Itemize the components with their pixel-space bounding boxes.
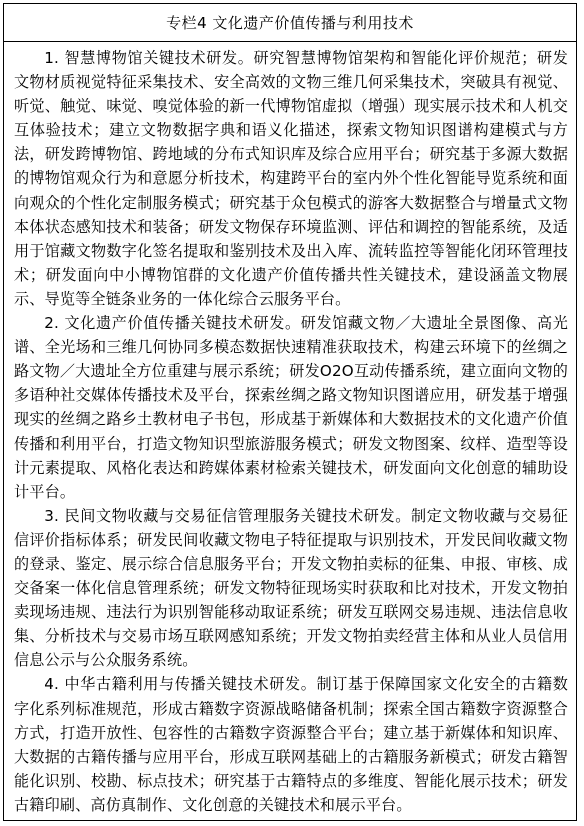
column-title: 专栏4 文化遗产价值传播与利用技术 [4,4,576,42]
paragraph-smart-museum: 1. 智慧博物馆关键技术研发。研究智慧博物馆架构和智能化评价规范；研发文物材质视觉特征采集技术、安全高效的文物三维几何采集技术，突破具有视觉、听觉、触觉、味觉、嗅觉体验的新一代博物馆虚拟（增强）现实展示技术和人机交互体验技术；建立文物数据字典和语义化描述，探索文物知识图谱构建模式与方法，研发跨博物馆、跨地域的分布式知识库及综合应用平台；研究基于多源大数据的博物馆观众行为和意愿分析技术，构建跨平台的室内外个性化智能导览系统和面向观众的个性化定制服务模式；研究基于众包模式的游客大数据整合与增量式文物本体状态感知技术和装备；研发文物保存环境监测、评估和调控的智能系统，及适用于馆藏文物数字化签名提取和鉴别技术及出入库、流转监控等智能化闭环管理技术；研发面向中小博物馆群的文化遗产价值传播共性关键技术，建设涵盖文物展示、导览等全链条业务的一体化综合云服务平台。 [14,49,568,308]
special-column-box [3,3,577,821]
paragraph-ancient-books: 4. 中华古籍利用与传播关键技术研发。制订基于保障国家文化安全的古籍数字化系列标准规范，形成古籍数字资源战略储备机制；探索全国古籍数字资源整合方式，打造开放性、包容性的古籍数字资源整合平台；建立基于新媒体和知识库、大数据的古籍传播与应用平台，形成互联网基础上的古籍服务新模式；研发古籍智能化识别、校勘、标点技术；研究基于古籍特点的多维度、智能化展示技术；研发古籍印刷、高仿真制作、文化创意的关键技术和展示平台。 [14,675,568,814]
column-body [4,42,576,817]
paragraph-heritage-dissemination: 2. 文化遗产价值传播关键技术研发。研发馆藏文物／大遗址全景图像、高光谱、全光场和三维几何协同多模态数据快速精准获取技术，构建云环境下的丝绸之路文物／大遗址全方位重建与展示系统；研发O2O互动传播系统，建立面向文物的多语种社交媒体传播技术及平台，探索丝绸之路文物知识图谱应用，研发基于增强现实的丝绸之路乡土教材电子书包，形成基于新媒体和大数据技术的文化遗产价值传播和利用平台，打造文物知识型旅游服务模式；研发文物图案、纹样、造型等设计元素提取、风格化表达和跨媒体素材检索关键技术，研发面向文化创意的辅助设计平台。 [14,314,568,501]
paragraph-folk-collection-credit: 3. 民间文物收藏与交易征信管理服务关键技术研发。制定文物收藏与交易征信评价指标体系；研发民间收藏文物电子特征提取与识别技术，开发民间收藏文物的登录、鉴定、展示综合信息服务平台；开发文物拍卖标的征集、申报、审核、成交备案一体化信息管理系统；研发文物特征现场实时获取和比对技术，开发文物拍卖现场违规、违法行为识别智能移动取证系统；研发互联网交易违规、违法信息收集、分析技术与交易市场互联网感知系统；开发文物拍卖经营主体和从业人员信用信息公示与公众服务系统。 [14,506,568,670]
